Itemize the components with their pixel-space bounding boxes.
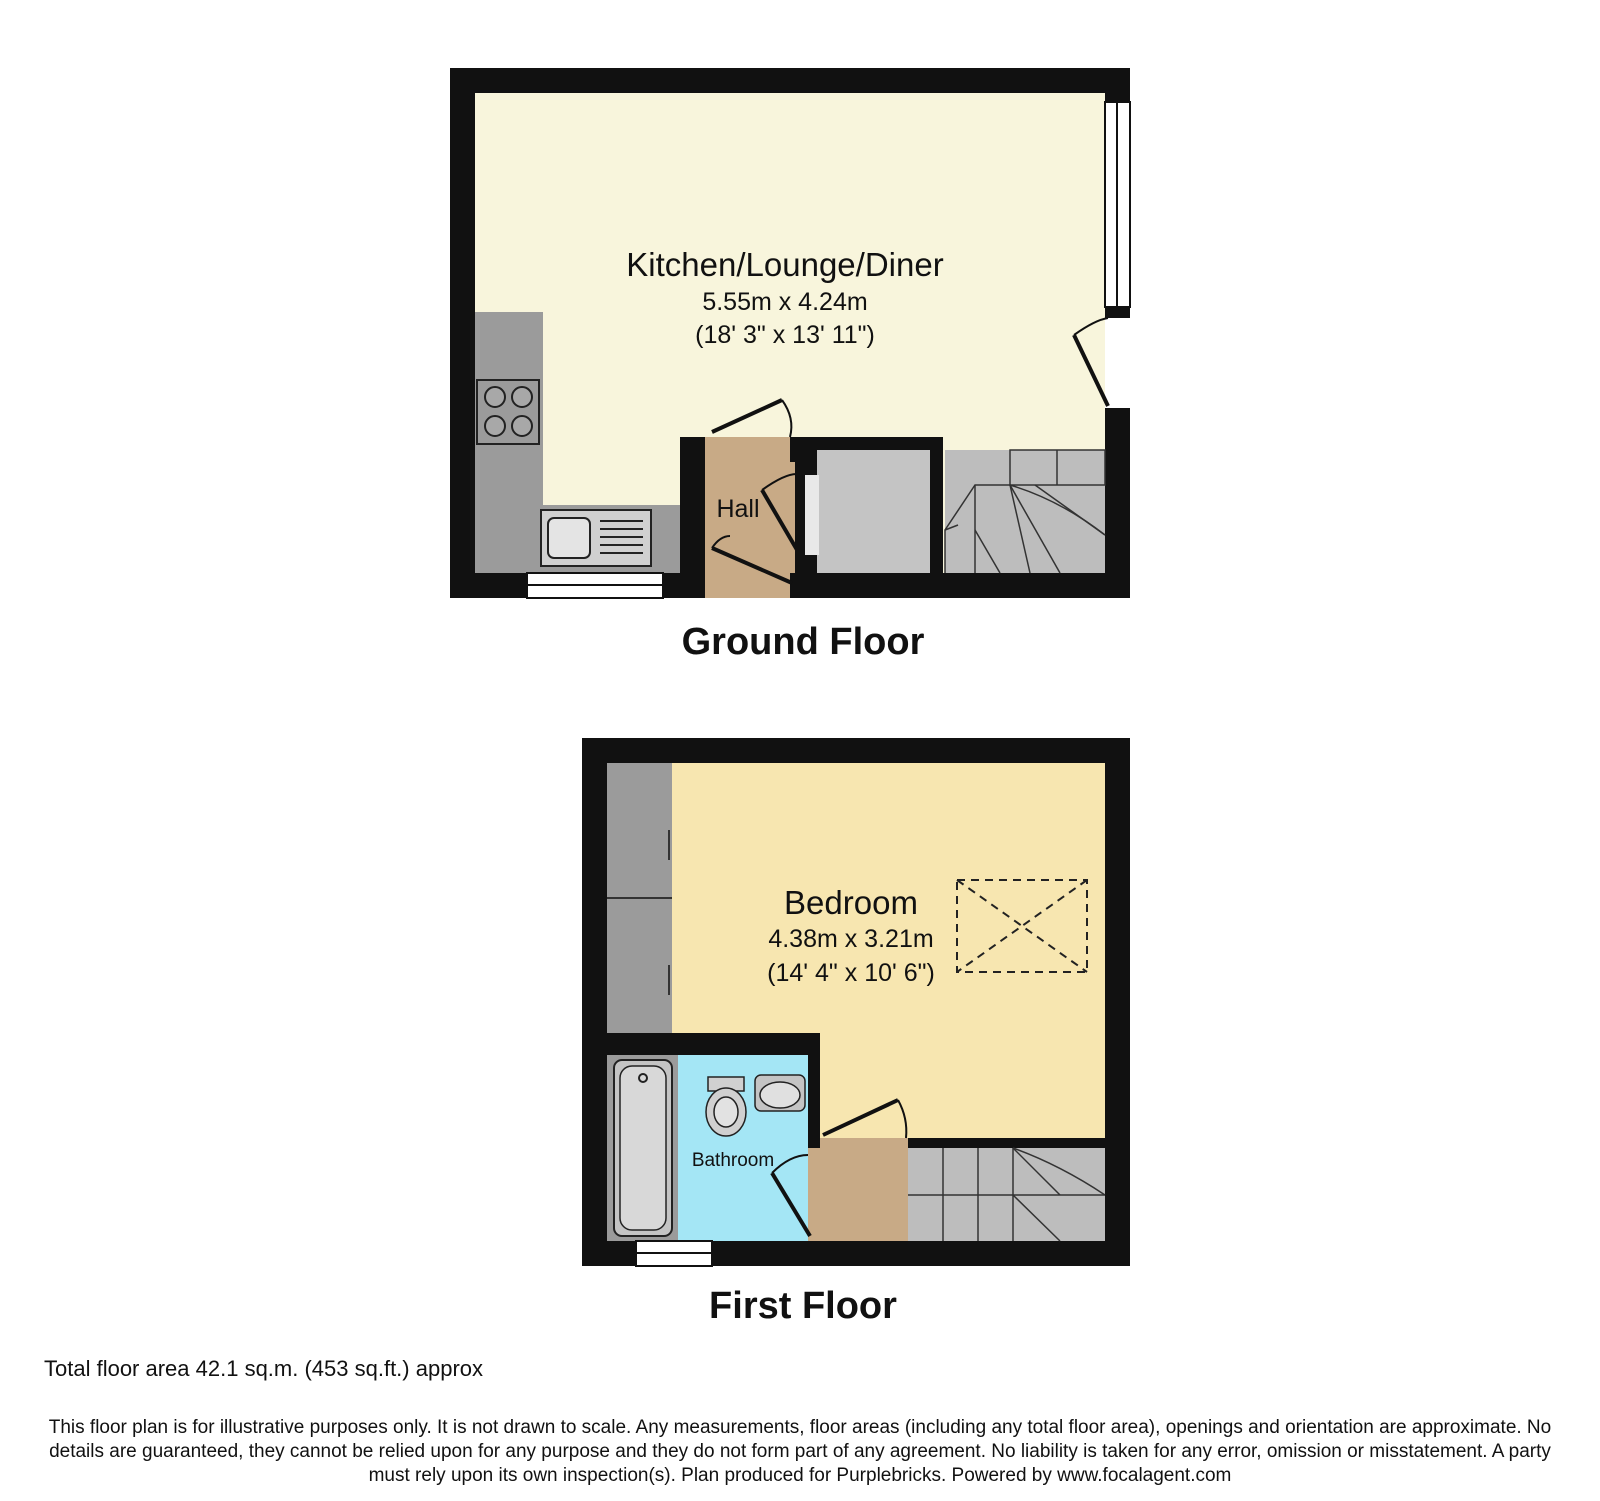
first-floor-title: First Floor	[709, 1285, 897, 1327]
hall-door-gap	[705, 437, 790, 462]
basin-icon	[755, 1075, 805, 1111]
total-floor-area: Total floor area 42.1 sq.m. (453 sq.ft.) approx	[44, 1356, 484, 1381]
disclaimer-text: This floor plan is for illustrative purposes only. It is not drawn to scale. Any measurements, floor areas (including any total floor area), openings and orientation are approximate. No details are guaranteed, they cannot be relied upon for any purpose and they do not form part of any agreement. No liability is taken for any error, omission or misstatement. A party must rely upon its own inspection(s). Plan produced for Purplebricks. Powered by www.focalagent.com	[48, 1417, 1552, 1486]
cupboard	[817, 450, 930, 573]
cupboard-door-gap	[805, 475, 819, 555]
hall-name: Hall	[716, 495, 760, 523]
toilet-icon	[706, 1077, 746, 1136]
sink-icon	[541, 510, 651, 566]
window-icon	[1105, 102, 1130, 307]
window-icon	[527, 573, 663, 598]
kitchen-lounge-diner-metric: 5.55m x 4.24m	[702, 288, 868, 316]
bedroom-imperial: (14' 4" x 10' 6")	[767, 959, 935, 987]
front-door-opening	[1105, 318, 1130, 408]
landing-floor	[808, 1145, 908, 1241]
landing-door-gap	[820, 1138, 908, 1148]
staircase-icon	[908, 1148, 1105, 1241]
bedroom-name: Bedroom	[784, 884, 918, 921]
first-floor-plan	[582, 738, 1130, 1266]
staircase-icon	[945, 450, 1105, 573]
ground-floor-plan	[450, 68, 1130, 598]
kitchen-lounge-diner-imperial: (18' 3" x 13' 11")	[695, 321, 875, 349]
bath-icon	[607, 1055, 678, 1241]
bedroom-metric: 4.38m x 3.21m	[768, 925, 934, 953]
bathroom-name: Bathroom	[691, 1150, 775, 1171]
ground-floor-title: Ground Floor	[681, 621, 925, 663]
window-icon	[636, 1241, 712, 1266]
kitchen-lounge-diner-name: Kitchen/Lounge/Diner	[626, 246, 944, 283]
